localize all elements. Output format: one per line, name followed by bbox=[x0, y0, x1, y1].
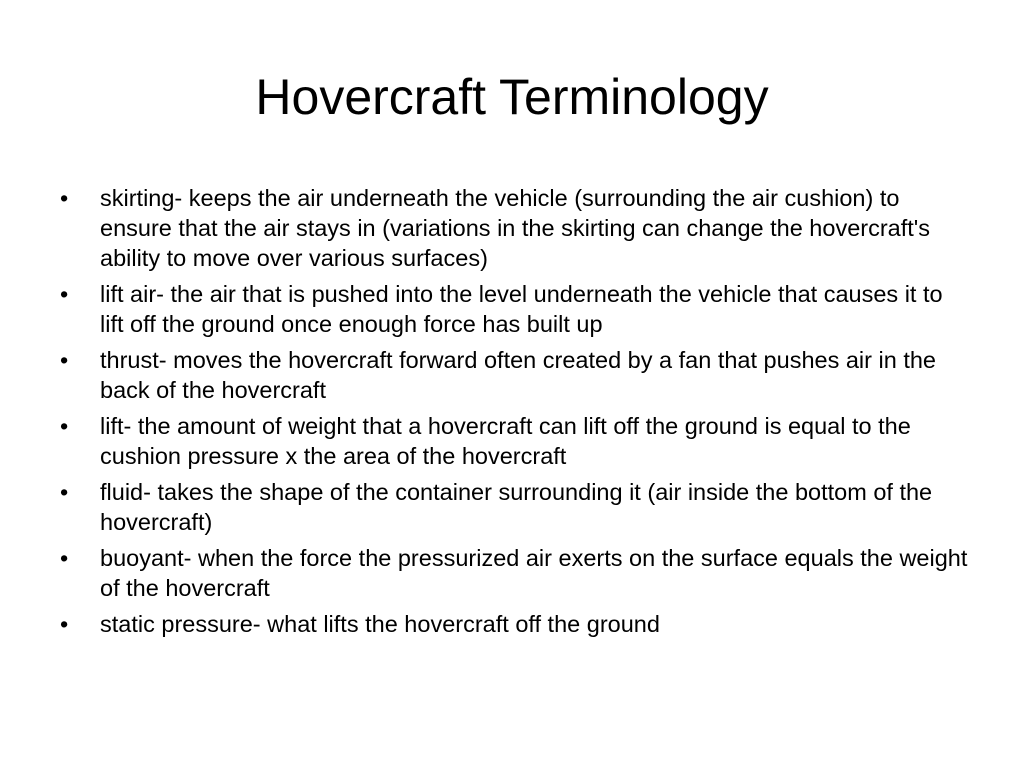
bullet-text: static pressure- what lifts the hovercraft off the ground bbox=[100, 611, 660, 637]
list-item-static-pressure bbox=[58, 609, 970, 639]
bullet-text: lift air- the air that is pushed into the level underneath the vehicle that causes it to lift off the ground once enough force has built up bbox=[100, 281, 943, 337]
bullet-icon: • bbox=[60, 611, 69, 637]
bullet-text: lift- the amount of weight that a hovercraft can lift off the ground is equal to the cushion pressure x the area of the hovercraft bbox=[100, 413, 911, 469]
bullet-icon: • bbox=[60, 185, 69, 211]
bullet-text: buoyant- when the force the pressurized air exerts on the surface equals the weight of the hovercraft bbox=[100, 545, 968, 601]
list-item-thrust bbox=[58, 345, 970, 405]
slide-title: Hovercraft Terminology bbox=[255, 69, 769, 125]
list-item-lift bbox=[58, 411, 970, 471]
bullet-list bbox=[58, 183, 970, 645]
list-item-buoyant bbox=[58, 543, 970, 603]
bullet-icon: • bbox=[60, 347, 69, 373]
bullet-icon: • bbox=[60, 545, 69, 571]
bullet-icon: • bbox=[60, 479, 69, 505]
bullet-icon: • bbox=[60, 281, 69, 307]
list-item-lift-air bbox=[58, 279, 970, 339]
bullet-text: skirting- keeps the air underneath the vehicle (surrounding the air cushion) to ensure that the air stays in (variations in the skirting can change the hovercraft's ability to move over various surfaces) bbox=[100, 185, 931, 271]
list-item-fluid bbox=[58, 477, 970, 537]
list-item-skirting bbox=[58, 183, 970, 273]
bullet-icon: • bbox=[60, 413, 69, 439]
bullet-text: thrust- moves the hovercraft forward often created by a fan that pushes air in the back of the hovercraft bbox=[100, 347, 936, 403]
bullet-text: fluid- takes the shape of the container surrounding it (air inside the bottom of the hovercraft) bbox=[100, 479, 933, 535]
